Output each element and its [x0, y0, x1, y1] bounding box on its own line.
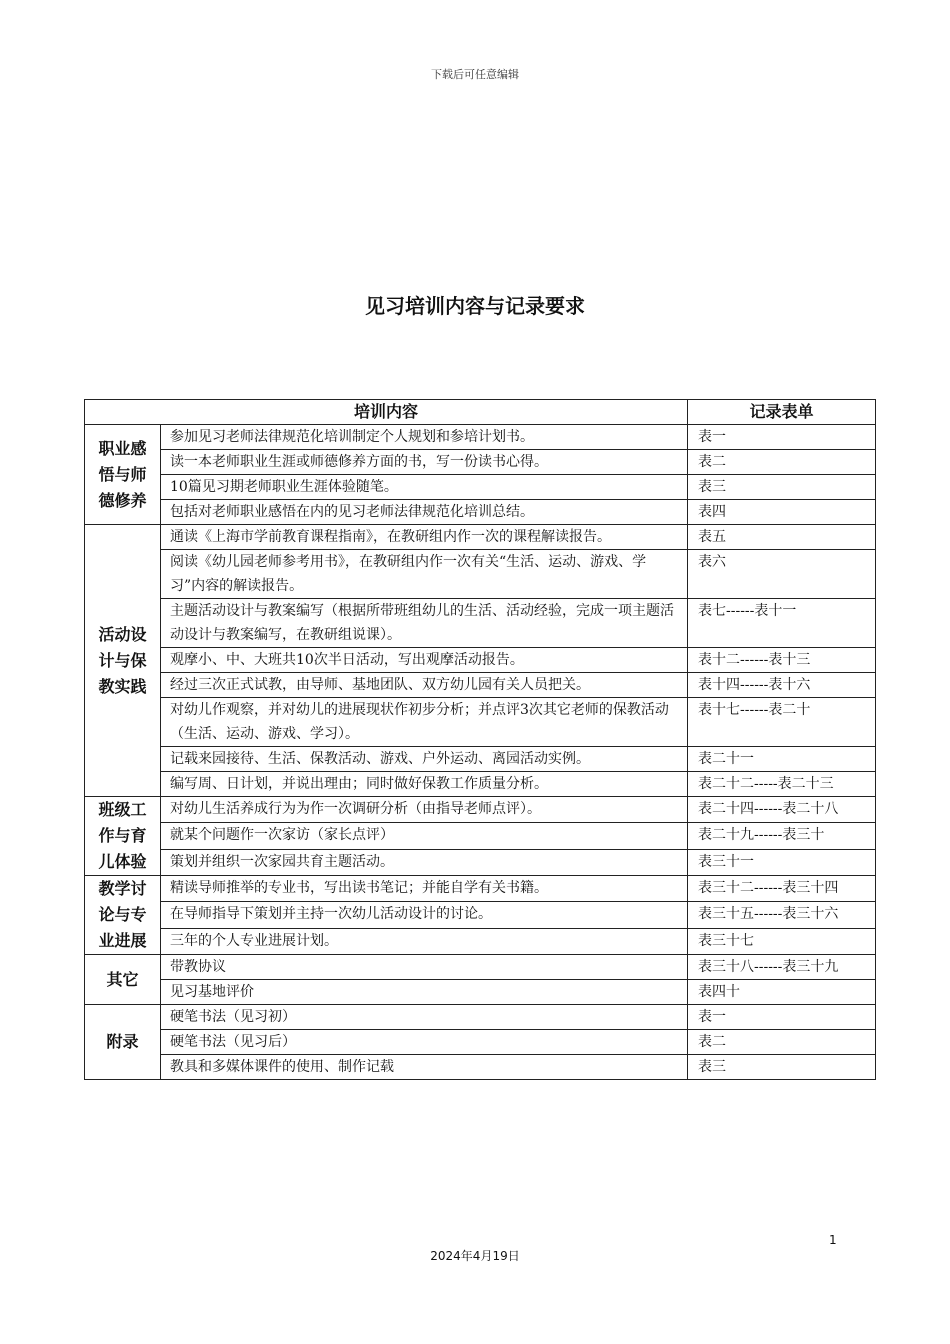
content-cell: 在导师指导下策划并主持一次幼儿活动设计的讨论。	[161, 902, 688, 928]
content-cell: 通读《上海市学前教育课程指南》，在教研组内作一次的课程解读报告。	[161, 525, 688, 550]
table-row	[85, 599, 876, 648]
content-cell: 对幼儿作观察，并对幼儿的进展现状作初步分析；并点评3次其它老师的保教活动（生活、运动、游戏、学习）。	[161, 698, 688, 747]
record-cell: 表二	[688, 1030, 876, 1055]
table-row	[85, 500, 876, 525]
content-cell: 主题活动设计与教案编写（根据所带班组幼儿的生活、活动经验，完成一项主题活动设计与教案编写，在教研组说课）。	[161, 599, 688, 648]
record-cell: 表三十七	[688, 928, 876, 954]
category-cell: 班级工作与育儿体验	[85, 797, 161, 876]
category-cell: 附录	[85, 1005, 161, 1080]
table-header-row	[85, 400, 876, 425]
table-row	[85, 797, 876, 823]
content-cell: 读一本老师职业生涯或师德修养方面的书，写一份读书心得。	[161, 450, 688, 475]
record-cell: 表一	[688, 425, 876, 450]
content-cell: 对幼儿生活养成行为为作一次调研分析（由指导老师点评）。	[161, 797, 688, 823]
content-cell: 经过三次正式试教，由导师、基地团队、双方幼儿园有关人员把关。	[161, 673, 688, 698]
record-cell: 表十四------表十六	[688, 673, 876, 698]
page-number: 1	[829, 1233, 837, 1247]
table-row	[85, 772, 876, 797]
content-cell: 阅读《幼儿园老师参考用书》，在教研组内作一次有关“生活、运动、游戏、学习”内容的解读报告。	[161, 550, 688, 599]
training-table	[84, 399, 876, 1080]
record-cell: 表三十五------表三十六	[688, 902, 876, 928]
table-row	[85, 525, 876, 550]
record-cell: 表三十八------表三十九	[688, 955, 876, 980]
record-cell: 表三十二------表三十四	[688, 876, 876, 902]
content-cell: 观摩小、中、大班共10次半日活动，写出观摩活动报告。	[161, 648, 688, 673]
content-cell: 带教协议	[161, 955, 688, 980]
table-row	[85, 550, 876, 599]
table-row	[85, 648, 876, 673]
table-row	[85, 955, 876, 980]
content-cell: 编写周、日计划，并说出理由；同时做好保教工作质量分析。	[161, 772, 688, 797]
table-row	[85, 425, 876, 450]
content-cell: 策划并组织一次家园共育主题活动。	[161, 849, 688, 875]
record-cell: 表三十一	[688, 849, 876, 875]
table-row	[85, 876, 876, 902]
content-cell: 见习基地评价	[161, 980, 688, 1005]
header-note: 下载后可任意编辑	[431, 68, 519, 81]
category-cell: 其它	[85, 955, 161, 1005]
content-cell: 包括对老师职业感悟在内的见习老师法律规范化培训总结。	[161, 500, 688, 525]
record-cell: 表五	[688, 525, 876, 550]
page-title: 见习培训内容与记录要求	[365, 294, 585, 318]
content-cell: 参加见习老师法律规范化培训制定个人规划和参培计划书。	[161, 425, 688, 450]
table-row	[85, 1055, 876, 1080]
table-row	[85, 698, 876, 747]
record-cell: 表三	[688, 475, 876, 500]
table-row	[85, 1030, 876, 1055]
table-row	[85, 823, 876, 849]
table-row	[85, 980, 876, 1005]
table-row	[85, 747, 876, 772]
table-row	[85, 928, 876, 954]
content-cell: 三年的个人专业进展计划。	[161, 928, 688, 954]
table-row	[85, 673, 876, 698]
record-cell: 表二十九------表三十	[688, 823, 876, 849]
table-body	[85, 425, 876, 1080]
content-cell: 教具和多媒体课件的使用、制作记载	[161, 1055, 688, 1080]
content-cell: 记载来园接待、生活、保教活动、游戏、户外运动、离园活动实例。	[161, 747, 688, 772]
column-header-content: 培训内容	[85, 400, 688, 425]
record-cell: 表一	[688, 1005, 876, 1030]
record-cell: 表七------表十一	[688, 599, 876, 648]
content-cell: 就某个问题作一次家访（家长点评）	[161, 823, 688, 849]
record-cell: 表二十四------表二十八	[688, 797, 876, 823]
content-cell: 精读导师推举的专业书，写出读书笔记；并能自学有关书籍。	[161, 876, 688, 902]
record-cell: 表四十	[688, 980, 876, 1005]
footer-date: 2024年4月19日	[430, 1249, 520, 1263]
record-cell: 表二	[688, 450, 876, 475]
content-cell: 10篇见习期老师职业生涯体验随笔。	[161, 475, 688, 500]
column-header-record: 记录表单	[688, 400, 876, 425]
record-cell: 表三	[688, 1055, 876, 1080]
record-cell: 表十二------表十三	[688, 648, 876, 673]
table-row	[85, 450, 876, 475]
record-cell: 表二十二-----表二十三	[688, 772, 876, 797]
table-row	[85, 1005, 876, 1030]
content-cell: 硬笔书法（见习后）	[161, 1030, 688, 1055]
record-cell: 表四	[688, 500, 876, 525]
category-cell: 教学讨论与专业进展	[85, 876, 161, 955]
content-cell: 硬笔书法（见习初）	[161, 1005, 688, 1030]
table-row	[85, 849, 876, 875]
record-cell: 表六	[688, 550, 876, 599]
record-cell: 表二十一	[688, 747, 876, 772]
table-row	[85, 475, 876, 500]
record-cell: 表十七------表二十	[688, 698, 876, 747]
category-cell: 职业感悟与师德修养	[85, 425, 161, 525]
table-row	[85, 902, 876, 928]
category-cell: 活动设计与保教实践	[85, 525, 161, 797]
